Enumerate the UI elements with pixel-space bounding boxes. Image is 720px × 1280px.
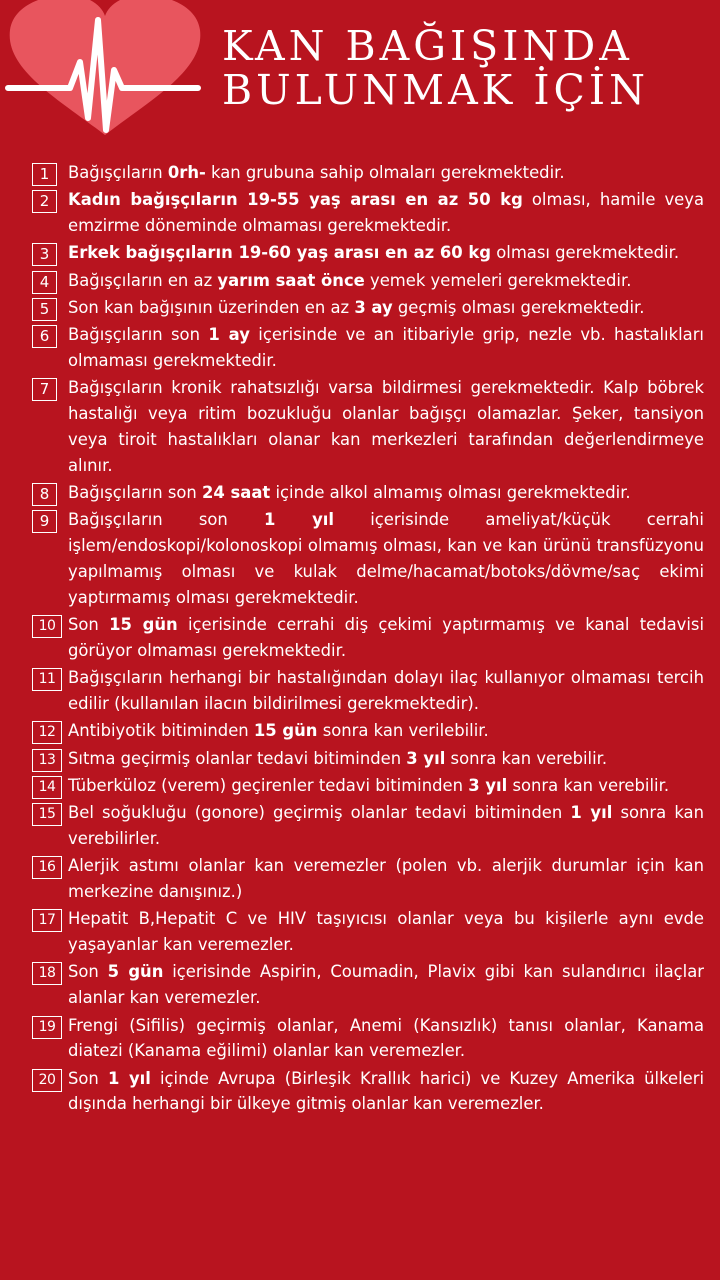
item-text-part: içinde alkol almamış olması gerekmektedir. [270,483,631,503]
item-text-part: Bağışçıların herhangi bir hastalığından dolayı ilaç kullanıyor olmaması tercih edilir (kullanılan ilacın bildirilmesi gerekmektedir). [68,668,704,713]
item-text-bold: 15 gün [253,721,318,741]
item-text [68,1069,704,1114]
item-text-part: içerisinde Aspirin, Coumadin, Plavix gibi kan sulandırıcı ilaçlar alanlar kan veremezler. [68,962,704,1008]
item-text-bold: Erkek bağışçıların 19-60 yaş arası en az 60 kg [68,243,492,263]
item-text [68,510,704,606]
list-item [32,746,704,772]
item-number-box: 13 [32,749,62,772]
item-text-bold: 1 yıl [107,1068,151,1088]
item-number-box: 8 [32,483,57,506]
item-text-part: Bağışçıların son [68,510,264,530]
item-text-bold: Kadın bağışçıların 19-55 yaş arası en az 50 kg [68,190,523,210]
item-text-part: Alerjik astımı olanlar kan veremezler (polen vb. alerjik durumlar için kan merkezine danışınız.) [68,856,704,902]
item-text-bold: 0rh- [167,163,206,182]
list-item [32,718,704,744]
item-text-part: kan grubuna sahip olmaları gerekmektedir. [205,163,565,182]
item-number-box: 3 [32,243,57,266]
list-item [32,268,704,294]
list-item [32,295,704,321]
item-text-bold: 24 saat [202,483,271,503]
item-text-part: Son kan bağışının üzerinden en az [68,297,355,317]
list-item [32,853,704,905]
item-text-part: içerisinde ve an itibariyle grip, nezle vb. hastalıkları olmaması gerekmektedir. [68,325,704,371]
title-line-1: KAN BAĞIŞINDA [222,22,633,70]
item-text [68,668,704,713]
item-text-bold: 5 gün [107,962,164,982]
requirements-list [32,160,704,1119]
list-item [32,1066,704,1118]
item-text [68,615,704,660]
item-text-bold: 3 ay [354,297,393,317]
list-item [32,665,704,717]
item-text [68,803,704,848]
page-title [222,24,712,112]
item-text [68,325,704,370]
list-item [32,906,704,958]
item-text [68,190,704,235]
item-number-box: 16 [32,856,62,879]
list-item [32,240,704,266]
item-text [68,483,631,502]
heart-pulse-icon [0,0,210,140]
item-number-box: 11 [32,668,62,691]
item-number-box: 17 [32,909,62,932]
item-text [68,721,489,740]
item-text-part: Hepatit B,Hepatit C ve HIV taşıyıcısı olanlar veya bu kişilerle aynı evde yaşayanlar kan veremezler. [68,909,704,955]
item-text-part: Antibiyotik bitiminden [68,721,254,741]
item-text [68,243,679,262]
item-text [68,1016,704,1061]
item-text-part: sonra kan verebilirler. [68,803,704,848]
list-item [32,480,704,506]
item-text [68,378,704,474]
item-text-part: Son [68,962,108,982]
item-text-bold: 1 yıl [264,510,335,530]
list-item [32,375,704,478]
item-text-bold: 1 yıl [570,803,613,823]
item-text-part: Son [68,615,110,635]
item-number-box: 15 [32,803,62,826]
item-text-part: içerisinde cerrahi diş çekimi yaptırmamış ve kanal tedavisi görüyor olmaması gerekmektedir. [68,615,704,660]
item-text-bold: 15 gün [109,615,178,635]
item-text-part: olması, hamile veya emzirme döneminde olmaması gerekmektedir. [68,190,704,236]
item-text-part: sonra kan verebilir. [445,748,608,768]
item-text-part: olması gerekmektedir. [491,243,680,263]
item-number-box: 12 [32,721,62,744]
list-item [32,507,704,610]
item-text-part: sonra kan verilebilir. [317,721,489,741]
item-text-part: içinde Avrupa (Birleşik Krallık harici) ve Kuzey Amerika ülkeleri dışında herhangi bir ülkeye gitmiş olanlar kan veremezler. [68,1068,704,1114]
item-text-part: içerisinde ameliyat/küçük cerrahi işlem/endoskopi/kolonoskopi olmamış olması, kan ve kan ürünü transfüzyonu yapılmamış olması ve kulak delme/hacamat/botoks/dövme/saç ekimi yaptırmamış olması gerekmektedir. [68,510,704,607]
item-number-box: 4 [32,271,57,294]
item-number-box: 2 [32,190,57,213]
item-number-box: 19 [32,1016,62,1039]
item-number-box: 10 [32,615,62,638]
item-text [68,298,644,317]
item-text [68,776,669,795]
item-text [68,271,631,290]
item-text-bold: 3 yıl [468,775,508,795]
list-item [32,773,704,799]
item-text-part: Frengi (Sifilis) geçirmiş olanlar, Anemi (Kansızlık) tanısı olanlar, Kanama diatezi (Kanama eğilimi) olanlar kan veremezler. [68,1015,704,1061]
item-text-part: Son [68,1068,108,1088]
list-item [32,800,704,852]
item-text [68,749,607,768]
item-text-bold: 3 yıl [406,748,446,768]
item-text-part: Bağışçıların en az [68,270,218,290]
item-text-part: Bağışçıların [68,163,168,182]
item-number-box: 6 [32,325,57,348]
item-text [68,163,565,182]
item-text-bold: yarım saat önce [217,270,365,290]
item-number-box: 14 [32,776,62,799]
title-line-2: BULUNMAK İÇİN [222,66,649,114]
list-item [32,322,704,374]
item-text-part: yemek yemeleri gerekmektedir. [364,270,632,290]
item-text-part: Bağışçıların son [68,483,203,503]
item-number-box: 7 [32,378,57,401]
list-item [32,187,704,239]
item-text-part: geçmiş olması gerekmektedir. [392,297,645,317]
item-number-box: 9 [32,510,57,533]
item-text [68,909,704,954]
item-text [68,856,704,901]
item-number-box: 5 [32,298,57,321]
list-item [32,1013,704,1065]
item-text-part: Sıtma geçirmiş olanlar tedavi bitiminden [68,748,407,768]
item-number-box: 1 [32,163,57,186]
item-text-part: Bel soğukluğu (gonore) geçirmiş olanlar tedavi bitiminden [68,803,571,823]
item-number-box: 20 [32,1069,62,1092]
item-text-bold: 1 ay [208,325,250,345]
item-text-part: Tüberküloz (verem) geçirenler tedavi bitiminden [68,775,469,795]
item-text-part: Bağışçıların son [68,325,209,345]
item-text-part: Bağışçıların kronik rahatsızlığı varsa bildirmesi gerekmektedir. Kalp böbrek hastalığı veya ritim bozukluğu olanlar bağışçı olamazlar. Şeker, tansiyon veya tiroit hastalıkları olanar kan merkezleri tarafından değerlendirmeye alınır. [68,378,704,475]
list-item [32,612,704,664]
item-text-part: sonra kan verebilir. [507,775,670,795]
item-text [68,962,704,1007]
list-item [32,959,704,1011]
item-number-box: 18 [32,962,62,985]
list-item [32,160,704,186]
